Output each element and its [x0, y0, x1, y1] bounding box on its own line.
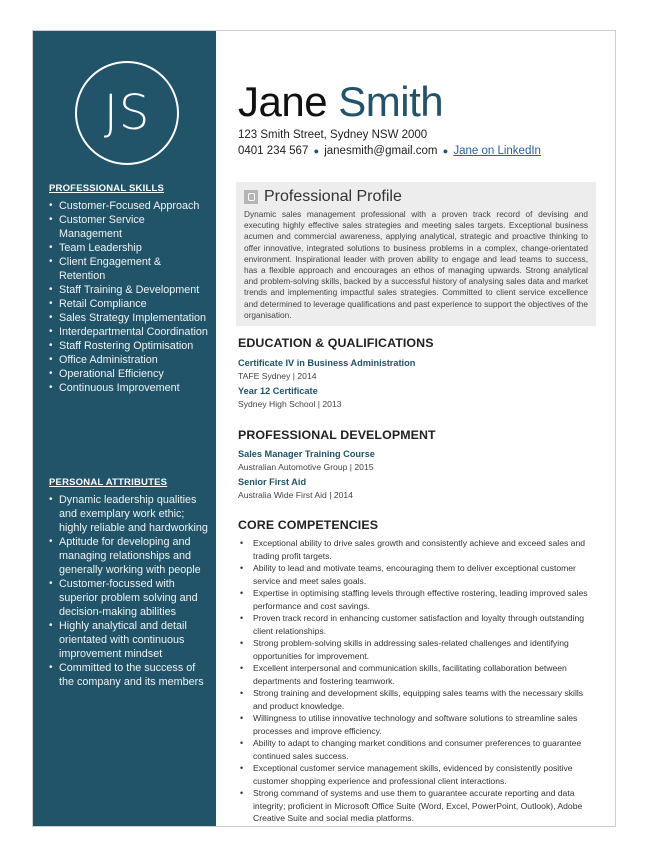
- list-item: • Sales Strategy Implementation: [49, 311, 209, 325]
- separator-dot-icon: ●: [442, 146, 449, 156]
- competencies-list: [238, 537, 588, 825]
- email: janesmith@gmail.com: [324, 145, 438, 157]
- list-item: • Highly analytical and detail orientated with continuous improvement mindset: [49, 619, 209, 661]
- separator-dot-icon: ●: [313, 146, 319, 156]
- entry-title: Senior First Aid: [238, 477, 307, 487]
- list-item: • Retail Compliance: [49, 297, 209, 311]
- personal-attributes-title: PERSONAL ATTRIBUTES: [49, 477, 168, 488]
- profile-box: [236, 182, 596, 326]
- list-item: • Customer-focussed with superior problem solving and decision-making abilities: [49, 577, 209, 619]
- competencies-title: CORE COMPETENCIES: [238, 518, 379, 532]
- profile-header: [244, 188, 588, 206]
- list-item: • Interdepartmental Coordination: [49, 325, 209, 339]
- list-item: • Strong command of systems and use them to guarantee accurate reporting and data integrity; proficient in Microsoft Office Suite (Word, Excel, PowerPoint, Outlook), Adobe Creative Suite and social media platforms.: [238, 787, 588, 825]
- list-item: • Proven track record in enhancing customer satisfaction and loyalty through outstanding client relationships.: [238, 612, 588, 637]
- entry-title: Sales Manager Training Course: [238, 449, 375, 459]
- resume-page: [32, 30, 616, 827]
- list-item: • Staff Training & Development: [49, 283, 209, 297]
- education-title: EDUCATION & QUALIFICATIONS: [238, 336, 434, 350]
- entry-subtitle: TAFE Sydney | 2014: [238, 371, 317, 381]
- professional-skills-section: [49, 183, 209, 395]
- list-item: • Team Leadership: [49, 241, 209, 255]
- education-entry: [238, 386, 342, 409]
- personal-attributes-section: [49, 477, 209, 689]
- profile-title: Professional Profile: [264, 188, 402, 205]
- full-name: [238, 78, 444, 125]
- list-item: • Excellent interpersonal and communication skills, facilitating collaboration between departments and fostering teamwork.: [238, 662, 588, 687]
- entry-subtitle: Sydney High School | 2013: [238, 399, 342, 409]
- development-title: PROFESSIONAL DEVELOPMENT: [238, 428, 436, 442]
- address: 123 Smith Street, Sydney NSW 2000: [238, 129, 428, 141]
- education-entry: [238, 358, 415, 381]
- entry-title: Year 12 Certificate: [238, 386, 318, 396]
- list-item: • Client Engagement & Retention: [49, 255, 209, 283]
- list-item: • Strong problem-solving skills in addressing sales-related challenges and identifying opportunities for improvement.: [238, 637, 588, 662]
- list-item: • Office Administration: [49, 353, 209, 367]
- list-item: • Ability to adapt to changing market conditions and consumer preferences to guarantee continued sales success.: [238, 737, 588, 762]
- list-item: • Customer-Focused Approach: [49, 199, 209, 213]
- professional-skills-title: PROFESSIONAL SKILLS: [49, 183, 164, 194]
- professional-skills-list: [49, 199, 209, 395]
- list-item: • Exceptional customer service management skills, evidenced by consistently positive customer shopping experience and professional client interactions.: [238, 762, 588, 787]
- document-icon: [244, 190, 258, 204]
- list-item: • Aptitude for developing and managing relationships and generally working with people: [49, 535, 209, 577]
- last-name: Smith: [338, 78, 444, 125]
- list-item: • Ability to lead and motivate teams, encouraging them to deliver exceptional customer service and meet sales goals.: [238, 562, 588, 587]
- profile-text: Dynamic sales management professional with a proven track record of devising and executing highly effective sales strategies and meeting sales targets. Exceptional business acumen and commercial awareness, applying analytical, strategic and proactive thinking to offer innovative, integrated solutions to business problems in a complex, change-orientated environment. Inspirational leader with proven ability to engage and lead teams to success, has a flexible approach and encourages an ethos of managing upwards. Strong analytical and problem-solving skills, backed by a successful history of analysing sales data and market trends and implementing impactful sales strategies. Committed to client service excellence and determined to leverage qualifications and past experience to support the objectives of the organisation.: [244, 209, 588, 320]
- development-entry: [238, 449, 375, 472]
- linkedin-link[interactable]: Jane on LinkedIn: [453, 145, 541, 157]
- development-entry: [238, 477, 353, 500]
- list-item: • Dynamic leadership qualities and exemplary work ethic; highly reliable and hardworking: [49, 493, 209, 535]
- list-item: • Staff Rostering Optimisation: [49, 339, 209, 353]
- list-item: • Continuous Improvement: [49, 381, 209, 395]
- monogram-circle: JS: [75, 61, 179, 165]
- sidebar: [33, 31, 216, 826]
- list-item: • Willingness to utilise innovative technology and software solutions to streamline sales processes and improve efficiency.: [238, 712, 588, 737]
- personal-attributes-list: [49, 493, 209, 689]
- entry-title: Certificate IV in Business Administration: [238, 358, 416, 368]
- list-item: • Exceptional ability to drive sales growth and consistently achieve and exceed sales and trading profit targets.: [238, 537, 588, 562]
- contact-line: [238, 145, 541, 157]
- first-name: Jane: [238, 78, 328, 125]
- list-item: • Strong training and development skills, equipping sales teams with the necessary skills and product knowledge.: [238, 687, 588, 712]
- phone: 0401 234 567: [238, 145, 309, 157]
- list-item: • Committed to the success of the company and its members: [49, 661, 209, 689]
- list-item: • Expertise in optimising staffing levels through effective rostering, leading improved sales performance and cost savings.: [238, 587, 588, 612]
- entry-subtitle: Australia Wide First Aid | 2014: [238, 490, 353, 500]
- entry-subtitle: Australian Automotive Group | 2015: [238, 462, 374, 472]
- list-item: • Customer Service Management: [49, 213, 209, 241]
- list-item: • Operational Efficiency: [49, 367, 209, 381]
